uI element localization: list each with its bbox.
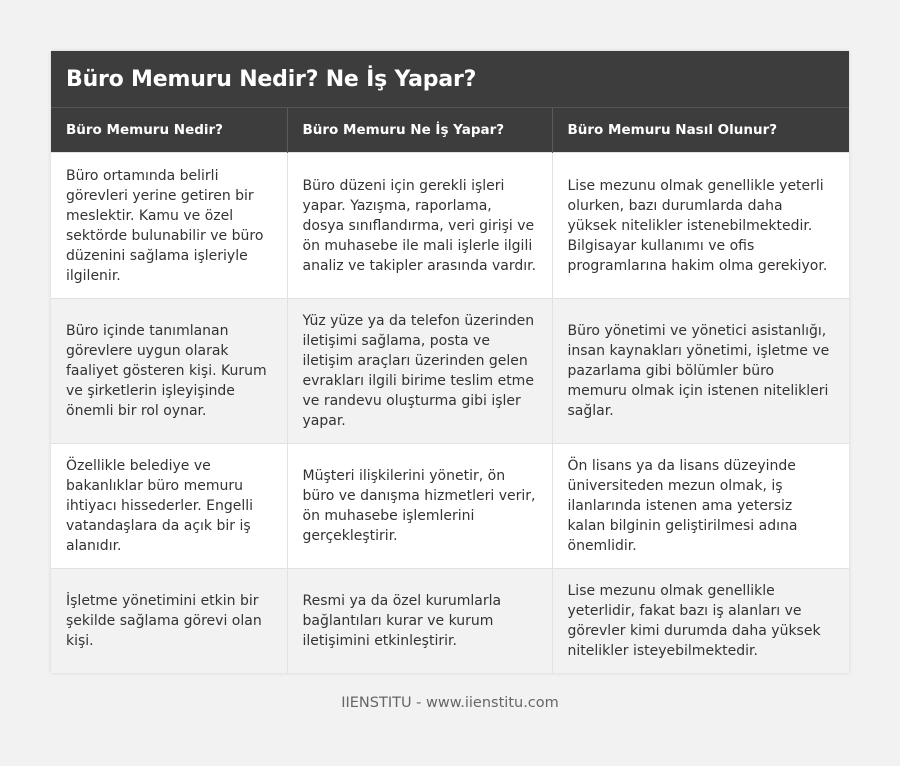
table-card (51, 51, 849, 673)
table-row (51, 569, 849, 674)
table-cell: İşletme yönetimini etkin bir şekilde sağlama görevi olan kişi. (51, 569, 287, 674)
table-row (51, 153, 849, 299)
table-cell: Büro yönetimi ve yönetici asistanlığı, insan kaynakları yönetimi, işletme ve pazarlama gibi bölümler büro memuru olmak için istenen nitelikleri sağlar. (552, 299, 849, 444)
table-cell: Büro düzeni için gerekli işleri yapar. Yazışma, raporlama, dosya sınıflandırma, veri girişi ve ön muhasebe ile mali işlerle ilgili analiz ve takipler arasında vardır. (287, 153, 552, 299)
info-table (51, 108, 849, 673)
table-row (51, 299, 849, 444)
footer-credit: IIENSTITU - www.iienstitu.com (341, 695, 559, 711)
table-cell: Lise mezunu olmak genellikle yeterli olurken, bazı durumlarda daha yüksek nitelikler istenebilmektedir. Bilgisayar kullanımı ve ofis programlarına hakim olma gerekiyor. (552, 153, 849, 299)
table-cell: Ön lisans ya da lisans düzeyinde üniversiteden mezun olmak, iş ilanlarında istenen ama yetersiz kalan bilginin geliştirilmesi adına önemlidir. (552, 444, 849, 569)
table-cell: Büro ortamında belirli görevleri yerine getiren bir meslektir. Kamu ve özel sektörde bulunabilir ve büro düzenini sağlama işleriyle ilgilenir. (51, 153, 287, 299)
header-row (51, 108, 849, 153)
column-header-what: Büro Memuru Nedir? (51, 108, 287, 153)
table-title: Büro Memuru Nedir? Ne İş Yapar? (66, 66, 477, 92)
column-header-how: Büro Memuru Nasıl Olunur? (552, 108, 849, 153)
table-row (51, 444, 849, 569)
title-bar (51, 51, 849, 108)
table-cell: Özellikle belediye ve bakanlıklar büro memuru ihtiyacı hissederler. Engelli vatandaşlara da açık bir iş alanıdır. (51, 444, 287, 569)
table-cell: Yüz yüze ya da telefon üzerinden iletişimi sağlama, posta ve iletişim araçları üzerinden gelen evrakları ilgili birime teslim etme ve randevu oluşturma gibi işler yapar. (287, 299, 552, 444)
table-cell: Lise mezunu olmak genellikle yeterlidir, fakat bazı iş alanları ve görevler kimi durumda daha yüksek nitelikler isteyebilmektedir. (552, 569, 849, 674)
table-cell: Resmi ya da özel kurumlarla bağlantıları kurar ve kurum iletişimini etkinleştirir. (287, 569, 552, 674)
table-cell: Müşteri ilişkilerini yönetir, ön büro ve danışma hizmetleri verir, ön muhasebe işlemlerini gerçekleştirir. (287, 444, 552, 569)
table-cell: Büro içinde tanımlanan görevlere uygun olarak faaliyet gösteren kişi. Kurum ve şirketlerin işleyişinde önemli bir rol oynar. (51, 299, 287, 444)
column-header-duties: Büro Memuru Ne İş Yapar? (287, 108, 552, 153)
